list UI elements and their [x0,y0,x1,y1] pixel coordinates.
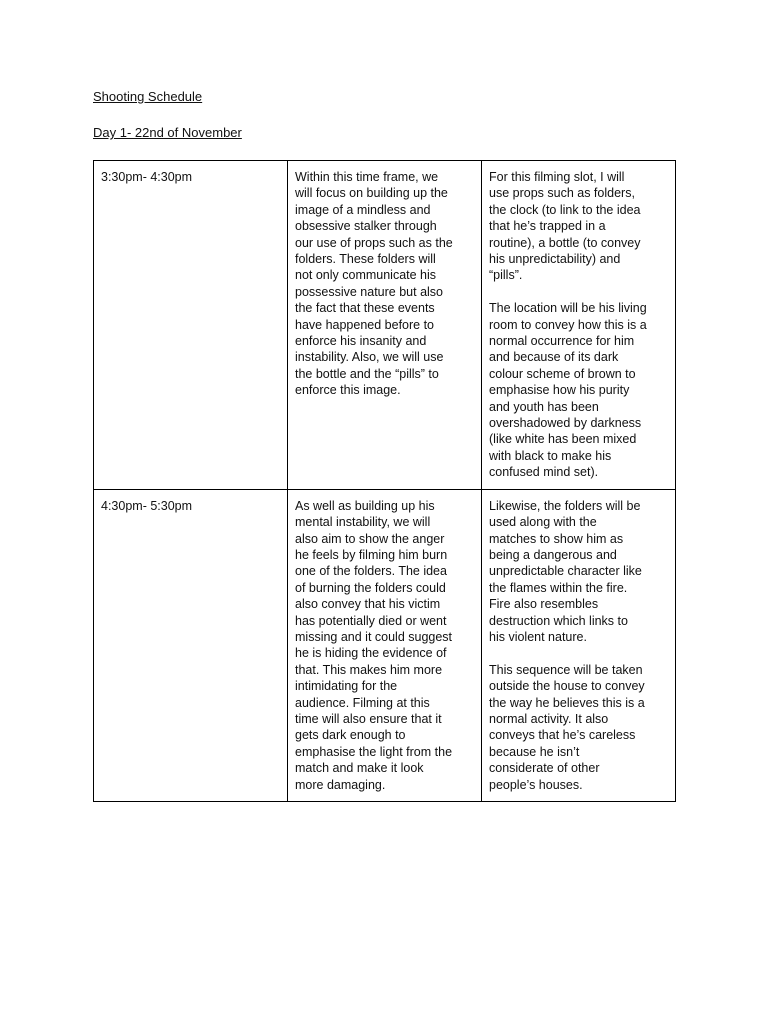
table-row [94,161,676,490]
notes-paragraph: The location will be his living room to convey how this is a normal occurrence for him and because of its dark colour scheme of brown to emphasise how his purity and youth has been overshadowed by darkness (like white has been mixed with black to make his confused mind set). [489,301,647,480]
notes-paragraph: This sequence will be taken outside the house to convey the way he believes this is a normal activity. It also conveys that he’s careless because he isn’t considerate of other people’s houses. [489,662,645,792]
time-slot-text: 3:30pm- 4:30pm [101,170,193,184]
notes-cell [482,489,676,801]
table-row [94,489,676,801]
time-slot-text: 4:30pm- 5:30pm [101,498,193,513]
notes-paragraph: For this filming slot, I will use props such as folders, the clock (to link to the idea that he’s trapped in a routine), a bottle (to convey his unpredictability) and “pills”. [489,170,641,283]
activity-cell [288,489,482,801]
activity-text: As well as building up his mental instability, we will also aim to show the anger he feels by filming him burn one of the folders. The idea of burning the folders could also convey that his victim has potentially died or went missing and it could suggest he is hiding the evidence of that. This makes him more intimidating for the audience. Filming at this time will also ensure that it gets dark enough to emphasise the light from the match and make it look more damaging. [295,498,453,792]
activity-text: Within this time frame, we will focus on building up the image of a mindless and obsessive stalker through our use of props such as the folders. These folders will not only communicate his possessive nature but also the fact that these events have happened before to enforce his insanity and instability. Also, we will use the bottle and the “pills” to enforce this image. [295,170,453,398]
time-cell [94,489,288,801]
notes-paragraph: Likewise, the folders will be used along with the matches to show him as being a dangerous and unpredictable character like the flames within the fire. Fire also resembles destruction which links to his violent nature. [489,498,642,644]
activity-cell [288,161,482,490]
schedule-table [93,160,676,802]
notes-cell [482,161,676,490]
day-heading: Day 1- 22nd of November [93,125,242,140]
page-title: Shooting Schedule [93,89,203,104]
time-cell [94,161,288,490]
